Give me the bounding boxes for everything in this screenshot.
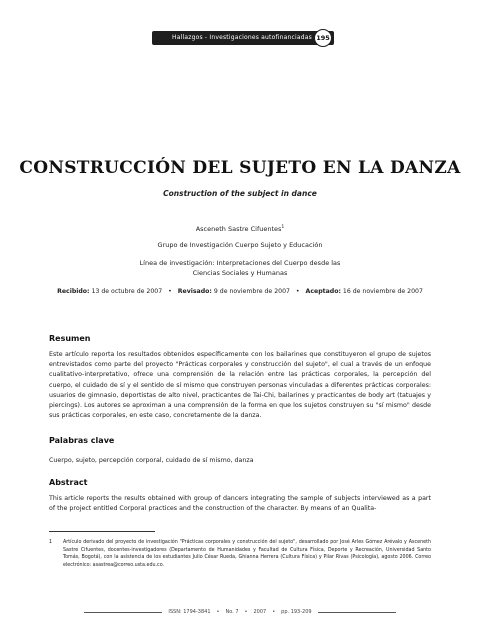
footer-separator: • [272, 609, 276, 615]
article-title: CONSTRUCCIÓN DEL SUJETO EN LA DANZA [19, 158, 461, 178]
author-line [0, 225, 480, 233]
footer-separator: • [244, 609, 248, 615]
revised-label: Revisado: [177, 288, 212, 295]
footnote-divider [49, 531, 155, 532]
article-subtitle: Construction of the subject in dance [163, 189, 317, 198]
abstract-heading: Abstract [49, 478, 88, 487]
resumen-text: Este artículo reporta los resultados obtenidos específicamente con los bailarines que constituyeron el grupo de sujetos entrevistados como parte del proyecto "Prácticas corporales y construcción del sujeto", el cual a través de un enfoque cualitativo-interpretativo, ofrece una comprensión de la relación entre las prácticas corporales, la percepción del cuerpo, el cuidado de sí y el sentido de sí mismo que construyen personas vinculadas a diferentes prácticas corporales: usuarios de gimnasio, deportistas de alto nivel, practicantes de Tai-Chi, bailarines y practicantes de body art (tatuajes y piercings). Los autores se aproximan a una comprensión de la forma en que los sujetos construyen su "sí mismo" desde sus prácticas corporales, en este caso, concretamente de la danza. [49, 351, 431, 420]
footer-rule-left [84, 612, 162, 613]
date-separator: • [295, 288, 300, 295]
author-name: Asceneth Sastre Cifuentes [195, 225, 282, 234]
abstract-text: This article reports the results obtained with group of dancers integrating the sample of subjects interviewed as a part of the project entitled Corporal practices and the construction of the character. By means of an Qualita- [49, 495, 431, 513]
date-separator: • [168, 288, 172, 295]
accepted-label: Aceptado: [305, 288, 341, 295]
dates-line [0, 288, 480, 295]
received-label: Recibido: [57, 288, 90, 295]
footnote-text: Artículo derivado del proyecto de investigación "Prácticas corporales y construcción del sujeto", desarrollado por José Arles Gómez Arévalo y Asceneth Sastre Cifuentes, docentes-investigadores (Departamento de Humanidades y Facultad de Cultura Física, Deporte y Recreación, Universidad Santo Tomás, Bogotá), con la asistencia de los estudiantes Julio César Rueda, Ghianna Herrera (Cultura Física) y Pilar Rivas (Psicología), agosto 2006. Correo electrónico: asastrea@correo.usta.edu.co. [63, 540, 431, 568]
resumen-heading: Resumen [49, 334, 91, 343]
running-header [152, 31, 334, 45]
footer-issn: ISSN: 1794-3841 [168, 609, 211, 615]
footer-pages: pp. 193-209 [281, 609, 312, 615]
revised-date: 9 de noviembre de 2007 [213, 288, 290, 295]
running-header-text: Hallazgos - Investigaciones autofinanciadas [172, 34, 312, 41]
research-group: Grupo de Investigación Cuerpo Sujeto y Educación [157, 241, 323, 249]
footer-separator: • [216, 609, 220, 615]
page-footer [0, 607, 480, 617]
received-date: 13 de octubre de 2007 [91, 288, 163, 295]
page-number-badge: 195 [314, 29, 332, 47]
keywords-heading: Palabras clave [49, 436, 115, 445]
footer-number: No. 7 [225, 609, 239, 615]
author-footnote-mark: 1 [281, 225, 285, 230]
footnote [49, 539, 431, 569]
footer-rule-right [318, 612, 396, 613]
accepted-date: 16 de noviembre de 2007 [342, 288, 423, 295]
research-line: Línea de investigación: Interpretaciones del Cuerpo desde las Ciencias Sociales y Humanas [139, 259, 341, 277]
keywords-text: Cuerpo, sujeto, percepción corporal, cuidado de sí mismo, danza [49, 457, 254, 464]
footnote-mark: 1 [49, 540, 53, 545]
footer-year: 2007 [253, 609, 267, 615]
